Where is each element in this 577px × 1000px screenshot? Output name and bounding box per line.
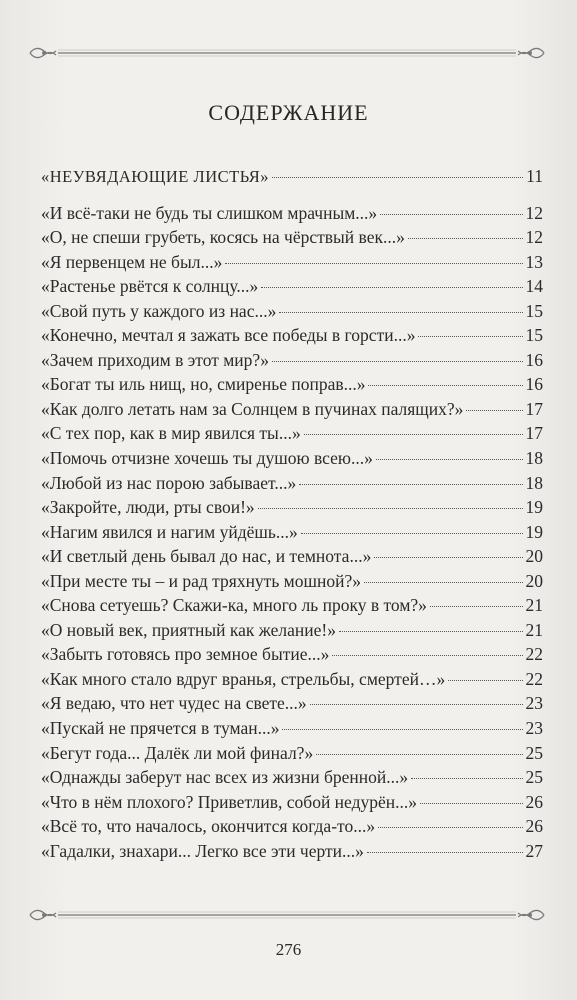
toc-entry-title: «Забыть готовясь про земное бытие...»: [41, 644, 330, 665]
toc-entry-title: «О новый век, приятный как желание!»: [41, 619, 336, 640]
toc-entry-page: 12: [525, 202, 543, 223]
dot-leader: [299, 484, 522, 485]
dot-leader: [279, 312, 522, 313]
toc-entry-page: 22: [525, 668, 543, 689]
toc-entry-title: «Гадалки, знахари... Легко все эти черти...»: [41, 840, 364, 861]
toc-entry-title: «Я первенцем не был...»: [41, 251, 223, 272]
toc-entry-row: [41, 274, 543, 299]
toc-entry-title: «Однажды заберут нас всех из жизни бренной...»: [41, 767, 409, 788]
dot-leader: [272, 177, 523, 178]
toc-entry-page: 26: [525, 816, 543, 837]
toc-entry-title: «Богат ты иль нищ, но, смиренье поправ...»: [41, 374, 366, 395]
toc-entry-page: 15: [525, 300, 543, 321]
dot-leader: [310, 704, 523, 705]
toc-entry-title: «Как долго летать нам за Солнцем в пучинах палящих?»: [41, 398, 464, 419]
toc-entry-page: 17: [525, 423, 543, 444]
toc-entry-title: «Бегут года... Далёк ли мой финал?»: [41, 742, 314, 763]
toc-entry-row: [41, 372, 543, 397]
toc-entry-row: [41, 667, 543, 692]
toc-entry-title: «Всё то, что началось, окончится когда-то...»: [41, 816, 376, 837]
toc-entry-title: «Как много стало вдруг вранья, стрельбы, смертей…»: [41, 668, 446, 689]
dot-leader: [316, 754, 522, 755]
toc-section-page: 11: [526, 166, 543, 186]
toc-entry-page: 21: [525, 595, 543, 616]
toc-entry-page: 14: [525, 276, 543, 297]
dot-leader: [466, 410, 522, 411]
toc-entry-page: 26: [525, 791, 543, 812]
toc-entry-title: «И всё-таки не будь ты слишком мрачным...»: [41, 202, 378, 223]
toc-entry-row: [41, 839, 543, 864]
toc-entry-row: [41, 348, 543, 373]
dot-leader: [258, 508, 523, 509]
toc-entry-row: [41, 691, 543, 716]
toc-entry-page: 13: [525, 251, 543, 272]
toc-entry-row: [41, 397, 543, 422]
toc-entry-page: 20: [525, 570, 543, 591]
dot-leader: [374, 557, 522, 558]
toc-entry-row: [41, 421, 543, 446]
toc-entry-title: «И светлый день бывал до нас, и темнота...»: [41, 546, 372, 567]
toc-entry-title: «Снова сетуешь? Скажи-ка, много ль проку в том?»: [41, 595, 427, 616]
toc-entry-title: «Я ведаю, что нет чудес на свете...»: [41, 693, 307, 714]
dot-leader: [339, 631, 523, 632]
toc-entry-title: «Нагим явился и нагим уйдёшь...»: [41, 521, 298, 542]
toc-entry-title: «Что в нём плохого? Приветлив, собой недурён...»: [41, 791, 417, 812]
toc-entry-title: «Помочь отчизне хочешь ты душою всею...»: [41, 448, 373, 469]
toc-entry-page: 16: [525, 374, 543, 395]
toc-entry-row: [41, 544, 543, 569]
dot-leader: [282, 729, 522, 730]
bottom-ornament-divider: [28, 906, 546, 924]
toc-entry-row: [41, 520, 543, 545]
toc-entry-title: «Закройте, люди, рты свои!»: [41, 497, 255, 518]
dot-leader: [408, 238, 523, 239]
dot-leader: [304, 434, 523, 435]
toc-entry-page: 21: [525, 619, 543, 640]
toc-entry-title: «С тех пор, как в мир явился ты...»: [41, 423, 301, 444]
dot-leader: [272, 361, 523, 362]
dot-leader: [380, 214, 522, 215]
toc-entry-row: [41, 716, 543, 741]
toc-entry-row: [41, 323, 543, 348]
toc-entry-title: «Конечно, мечтал я зажать все победы в горсти...»: [41, 325, 416, 346]
dot-leader: [420, 803, 523, 804]
dot-leader: [378, 827, 522, 828]
toc-entry-page: 16: [525, 349, 543, 370]
toc-entry-page: 20: [525, 546, 543, 567]
dot-leader: [411, 778, 522, 779]
toc-entry-title: «Растенье рвётся к солнцу...»: [41, 276, 259, 297]
toc-section-title: «НЕУВЯДАЮЩИЕ ЛИСТЬЯ»: [41, 167, 270, 186]
toc-entry-row: [41, 299, 543, 324]
toc-entry-page: 23: [525, 718, 543, 739]
toc-entry-title: «Зачем приходим в этот мир?»: [41, 349, 269, 370]
dot-leader: [430, 606, 523, 607]
page-title: СОДЕРЖАНИЕ: [208, 100, 369, 125]
toc-entry-row: [41, 250, 543, 275]
toc-entry-title: «О, не спеши грубеть, косясь на чёрствый век...»: [41, 227, 405, 248]
toc-entry-row: [41, 741, 543, 766]
toc-entry-row: [41, 225, 543, 250]
toc-entry-row: [41, 642, 543, 667]
toc-entry-row: [41, 495, 543, 520]
toc-entry-row: [41, 593, 543, 618]
top-ornament-divider: [28, 44, 546, 62]
dot-leader: [225, 263, 522, 264]
toc-entry-page: 12: [525, 227, 543, 248]
toc-entry-row: [41, 814, 543, 839]
dot-leader: [364, 582, 523, 583]
dot-leader: [332, 655, 522, 656]
toc-entry-title: «Свой путь у каждого из нас...»: [41, 300, 277, 321]
toc-entry-page: 25: [525, 742, 543, 763]
toc-entry-title: «Пускай не прячется в туман...»: [41, 718, 280, 739]
toc-entry-title: «Любой из нас порою забывает...»: [41, 472, 297, 493]
toc-entry-page: 23: [525, 693, 543, 714]
toc-entry-row: [41, 569, 543, 594]
toc-entry-row: [41, 201, 543, 226]
toc-entry-page: 27: [525, 840, 543, 861]
toc-entry-row: [41, 618, 543, 643]
dot-leader: [418, 336, 522, 337]
toc-entry-row: [41, 790, 543, 815]
dot-leader: [367, 852, 523, 853]
toc-section-row: [41, 164, 543, 189]
toc-entry-row: [41, 471, 543, 496]
toc-entry-title: «При месте ты – и рад тряхнуть мошной?»: [41, 570, 361, 591]
toc-entry-page: 18: [525, 472, 543, 493]
toc-entry-page: 17: [525, 398, 543, 419]
toc-entry-page: 18: [525, 448, 543, 469]
toc-entry-page: 22: [525, 644, 543, 665]
toc-entry-page: 19: [525, 497, 543, 518]
table-of-contents: [41, 164, 543, 863]
toc-entry-page: 25: [525, 767, 543, 788]
dot-leader: [448, 680, 522, 681]
dot-leader: [301, 533, 523, 534]
dot-leader: [261, 287, 522, 288]
toc-entry-page: 15: [525, 325, 543, 346]
toc-entry-page: 19: [525, 521, 543, 542]
toc-entry-row: [41, 446, 543, 471]
page-number: 276: [275, 940, 302, 959]
dot-leader: [368, 385, 522, 386]
dot-leader: [376, 459, 523, 460]
toc-entry-row: [41, 765, 543, 790]
